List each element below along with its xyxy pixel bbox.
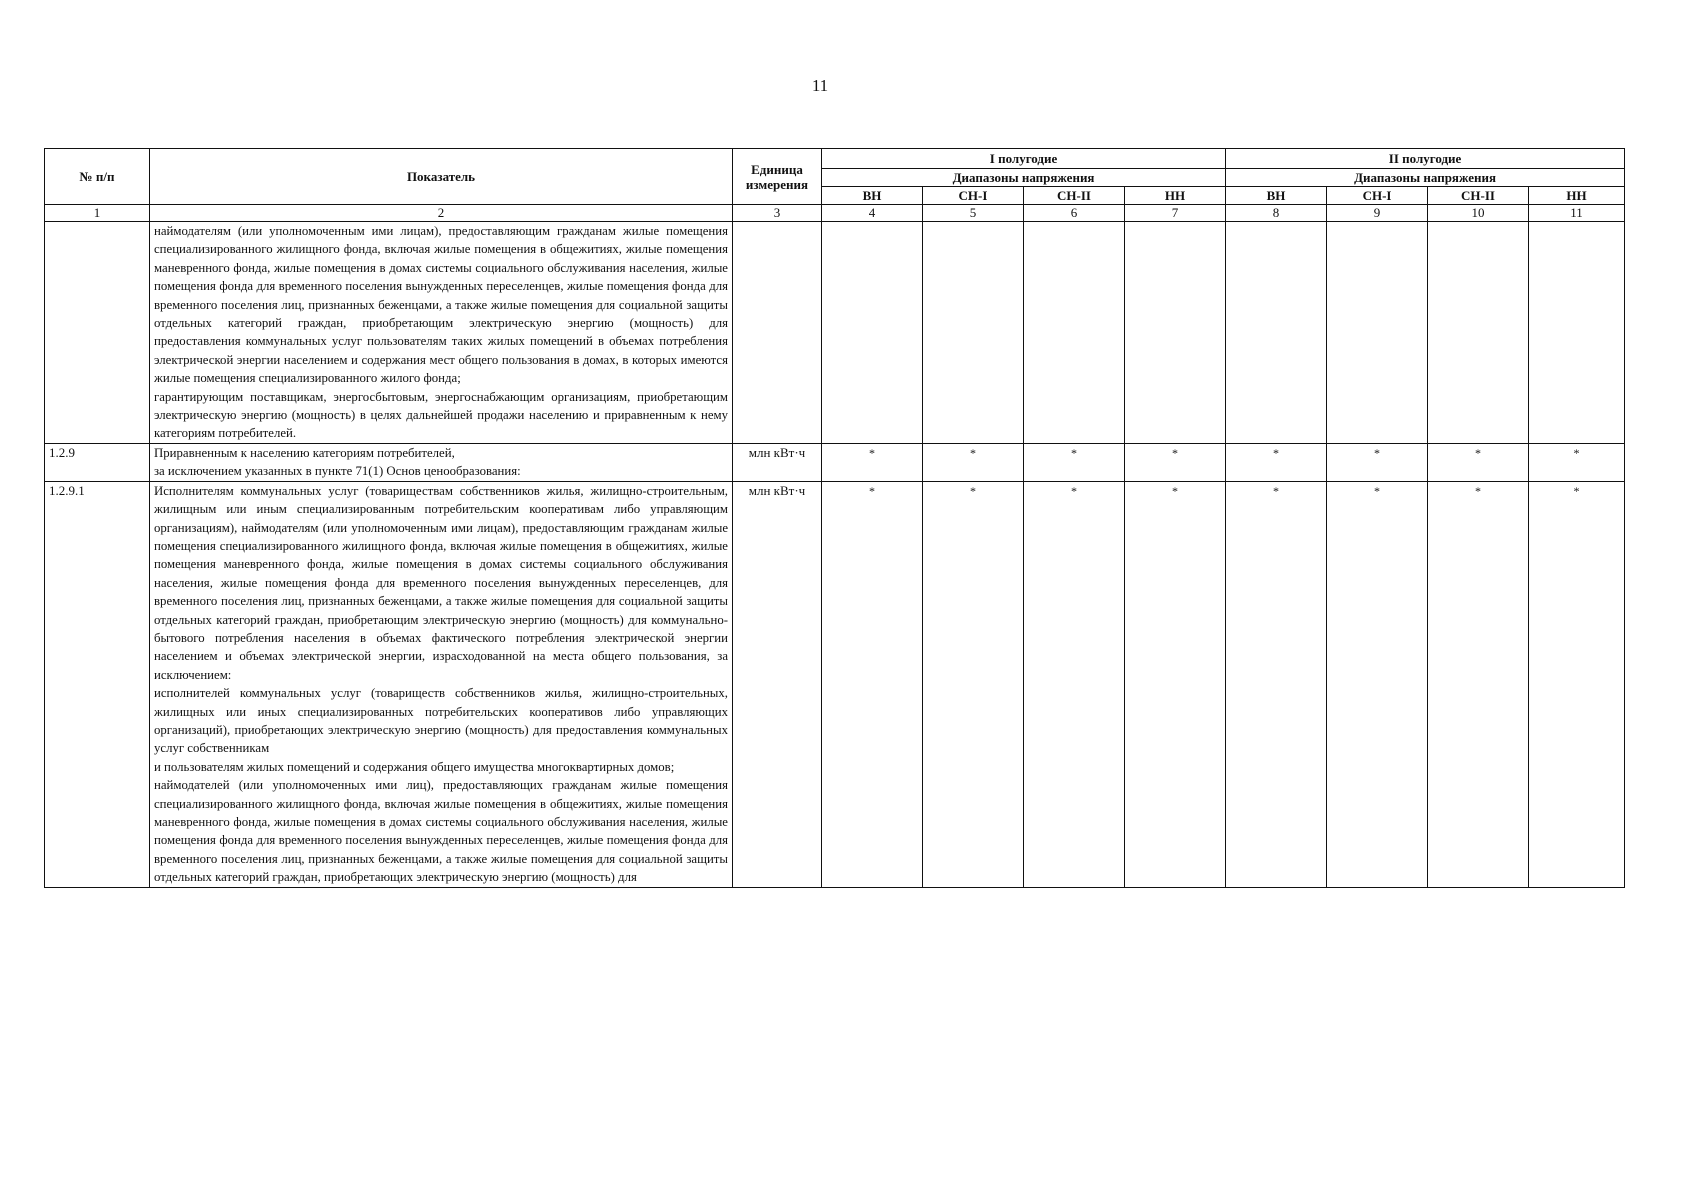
value-cell [1428,222,1529,444]
column-number: 4 [822,205,923,222]
header-half2: II полугодие [1226,149,1625,169]
value-cell: * [1125,443,1226,481]
value-cell [923,222,1024,444]
column-number: 2 [150,205,733,222]
value-cell [1226,222,1327,444]
row-code [45,222,150,444]
value-cell: * [822,481,923,887]
value-cell: * [1226,481,1327,887]
header-ranges-2: Диапазоны напряжения [1226,169,1625,187]
header-level: СН-II [1428,187,1529,205]
row-indicator-text [150,481,733,887]
value-cell: * [1024,443,1125,481]
value-cell: * [1327,443,1428,481]
header-half1: I полугодие [822,149,1226,169]
row-indicator-text [150,443,733,481]
value-cell: * [923,443,1024,481]
column-number: 5 [923,205,1024,222]
value-cell [1529,222,1625,444]
row-unit: млн кВт·ч [733,443,822,481]
page-number: 11 [811,76,829,95]
column-number: 10 [1428,205,1529,222]
column-number: 11 [1529,205,1625,222]
header-level: ВН [822,187,923,205]
row-unit: млн кВт·ч [733,481,822,887]
value-cell: * [1428,443,1529,481]
value-cell: * [1327,481,1428,887]
column-number: 8 [1226,205,1327,222]
value-cell: * [1024,481,1125,887]
paragraph: Исполнителям коммунальных услуг (товариществам собственников жилья, жилищно-строительным, жилищным или иным специализированным потребительским кооперативам либо управляющим организациям), наймодателям (или уполномоченным ими лицам), предоставляющим гражданам жилые помещения специализированного жилищного фонда, включая жилые помещения в общежитиях, жилые помещения маневренного фонда, жилые помещения в домах системы социального обслуживания населения, жилые помещения фонда для временного поселения вынужденных переселенцев, для временного поселения лиц, признанных беженцами, а также жилые помещения для социальной защиты отдельных категорий граждан, приобретающим электрическую энергию (мощность) для коммунально-бытового потребления населения в объемах фактического потребления электрической энергии населением и объемах электрической энергии, израсходованной на места общего пользования, за исключением: [154,483,728,682]
row-indicator-text [150,222,733,444]
paragraph: исполнителей коммунальных услуг (товариществ собственников жилья, жилищно-строительных, жилищных или иных специализированных потребительских кооперативов либо управляющих организаций), приобретающих электрическую энергию (мощность) для предоставления коммунальных услуг собственникам [154,686,728,756]
column-number: 7 [1125,205,1226,222]
column-number: 3 [733,205,822,222]
row-code: 1.2.9.1 [45,481,150,887]
header-level: ВН [1226,187,1327,205]
value-cell: * [923,481,1024,887]
header-level: НН [1529,187,1625,205]
header-indicator: Показатель [150,149,733,205]
column-number: 6 [1024,205,1125,222]
paragraph: и пользователям жилых помещений и содержания общего имущества многоквартирных домов; [154,759,675,774]
header-num: № п/п [45,149,150,205]
paragraph: Приравненным к населению категориям потребителей, [154,445,455,460]
column-number: 9 [1327,205,1428,222]
header-level: НН [1125,187,1226,205]
value-cell: * [1428,481,1529,887]
value-cell: * [1529,481,1625,887]
header-unit: Единица измерения [733,149,822,205]
value-cell [1024,222,1125,444]
value-cell [1125,222,1226,444]
paragraph: наймодателям (или уполномоченным ими лицам), предоставляющим гражданам жилые помещения специализированного жилищного фонда, включая жилые помещения в общежитиях, жилые помещения маневренного фонда, жилые помещения в домах системы социального обслуживания населения, жилые помещения фонда для временного поселения вынужденных переселенцев, жилые помещения фонда для временного поселения лиц, признанных беженцами, а также жилые помещения для социальной защиты отдельных категорий граждан, приобретающим электрическую энергию (мощность) для предоставления коммунальных услуг пользователям таких жилых помещений в объемах потребления электрической энергии населением и содержания мест общего пользования в домах, в которых имеются жилые помещения специализированного жилого фонда; [154,224,728,386]
row-unit [733,222,822,444]
value-cell [1327,222,1428,444]
indicator-table [44,148,1625,888]
value-cell: * [1529,443,1625,481]
value-cell: * [1226,443,1327,481]
header-level: СН-I [923,187,1024,205]
column-number: 1 [45,205,150,222]
table-row [45,222,1625,444]
table-row [45,481,1625,887]
table-row [45,443,1625,481]
row-code: 1.2.9 [45,443,150,481]
header-level: СН-I [1327,187,1428,205]
paragraph: наймодателей (или уполномоченных ими лиц), предоставляющих гражданам жилые помещения специализированного жилищного фонда, включая жилые помещения в общежитиях, жилые помещения маневренного фонда, жилые помещения в домах системы социального обслуживания населения, жилые помещения фонда для временного поселения вынужденных переселенцев, жилые помещения фонда для временного поселения лиц, признанных беженцами, а также жилые помещения для социальной защиты отдельных категорий граждан, приобретающих электрическую энергию (мощность) для [154,778,728,885]
header-ranges-1: Диапазоны напряжения [822,169,1226,187]
value-cell [822,222,923,444]
value-cell: * [1125,481,1226,887]
paragraph: гарантирующим поставщикам, энергосбытовым, энергоснабжающим организациям, приобретающим электрическую энергию (мощность) в целях дальнейшей продажи населению и приравненным к нему категориям потребителей. [154,389,728,441]
header-level: СН-II [1024,187,1125,205]
paragraph: за исключением указанных в пункте 71(1) Основ ценообразования: [154,464,521,479]
value-cell: * [822,443,923,481]
